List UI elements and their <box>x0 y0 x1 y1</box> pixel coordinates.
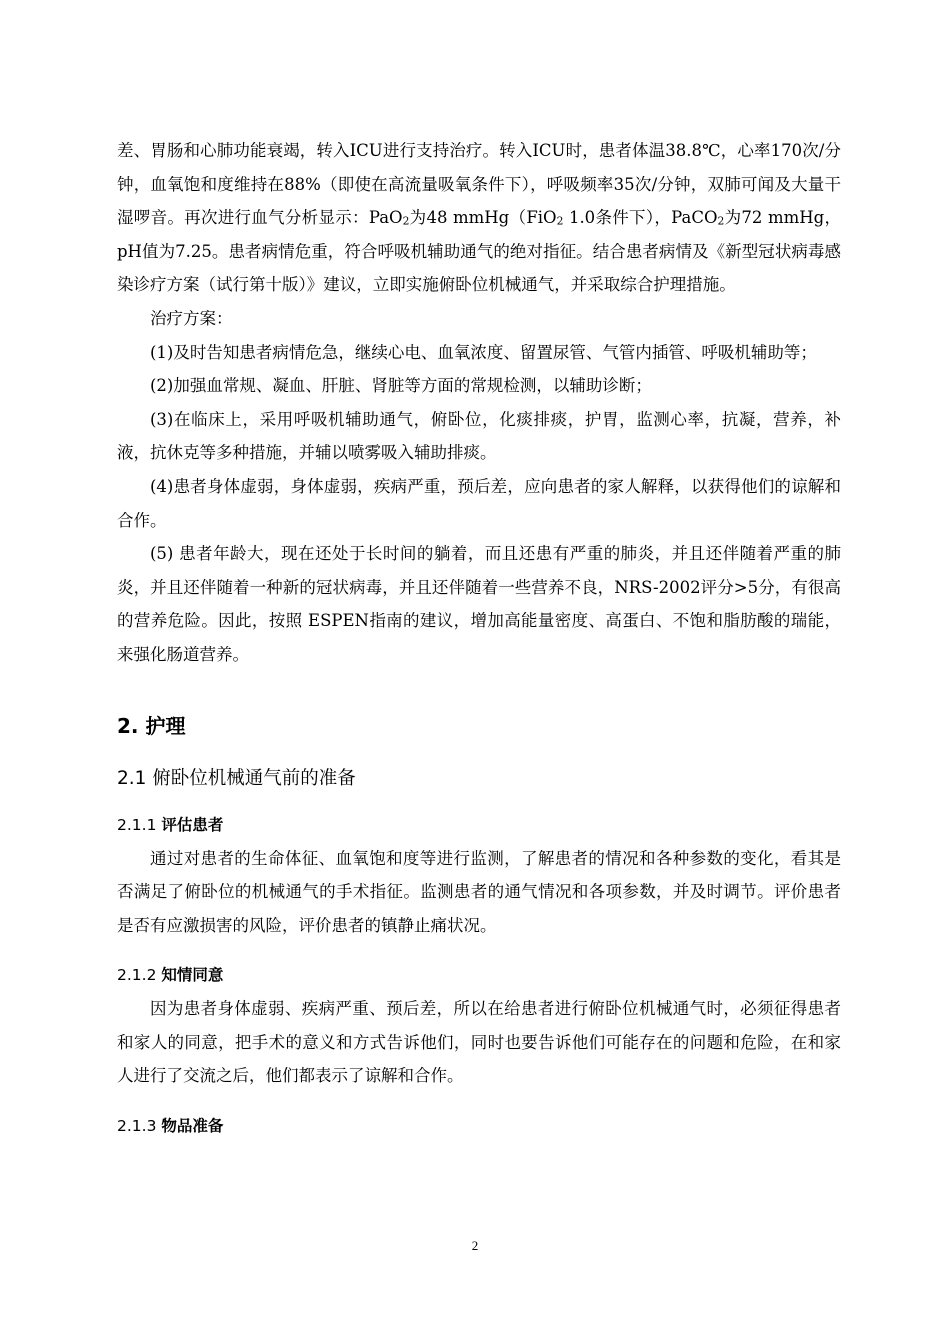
assess-patient-paragraph: 通过对患者的生命体征、血氧饱和度等进行监测，了解患者的情况和各种参数的变化，看其是否满足了俯卧位的机械通气的手术指征。监测患者的通气情况和各项参数，并及时调节。评价患者是否有应激损害的风险，评价患者的镇静止痛状况。 <box>117 848 841 935</box>
section-heading-nursing: 2. 护理 <box>117 713 186 738</box>
heading-number: 2.1.3 <box>117 1117 162 1136</box>
heading-title: 评估患者 <box>161 815 224 834</box>
subsubsection-heading-2-1-1 <box>117 814 841 836</box>
page-number: 2 <box>471 1238 479 1253</box>
subsubsection-heading-2-1-3 <box>117 1115 841 1137</box>
plan-item-2: (2)加强血常规、凝血、肝脏、肾脏等方面的常规检测，以辅助诊断； <box>150 376 652 396</box>
case-text-1: 差、胃肠和心肺功能衰竭，转入ICU进行支持治疗。转入ICU时，患者体温38.8℃，心率170次/分钟，血氧饱和度维持在88%（即使在高流量吸氧条件下），呼吸频率35次/分钟，双肺可闻及大量干湿啰音。再次进行血气分析显示：PaO <box>117 141 841 228</box>
plan-item-1: (1)及时告知患者病情危急，继续心电、血氧浓度、留置尿管、气管内插管、呼吸机辅助等； <box>150 342 817 362</box>
heading-number: 2.1.1 <box>117 815 162 834</box>
case-text-2: 为48 mmHg（FiO <box>409 208 557 228</box>
plan-item-3: (3)在临床上，采用呼吸机辅助通气，俯卧位，化痰排痰，护胃，监测心率，抗凝，营养，补液，抗休克等多种措施，并辅以喷雾吸入辅助排痰。 <box>117 409 841 463</box>
case-text-3: 1.0条件下），PaCO <box>563 208 718 228</box>
subsection-heading-2-1: 2.1 俯卧位机械通气前的准备 <box>117 767 356 789</box>
subscript: 2 <box>717 214 725 228</box>
treatment-plan-label: 治疗方案： <box>150 308 233 328</box>
subsubsection-heading-2-1-2 <box>117 964 841 986</box>
case-paragraph <box>117 134 841 302</box>
case-text-4: 为72 mmHg，pH值为7.25。患者病情危重，符合呼吸机辅助通气的绝对指征。结合患者病情及《新型冠状病毒感染诊疗方案（试行第十版）》建议，立即实施俯卧位机械通气，并采取综合护理措施。 <box>117 208 841 295</box>
plan-item-4: (4)患者身体虚弱，身体虚弱，疾病严重，预后差，应向患者的家人解释，以获得他们的谅解和合作。 <box>117 476 841 530</box>
informed-consent-paragraph: 因为患者身体虚弱、疾病严重、预后差，所以在给患者进行俯卧位机械通气时，必须征得患者和家人的同意，把手术的意义和方式告诉他们，同时也要告诉他们可能存在的问题和危险，在和家人进行了交流之后，他们都表示了谅解和合作。 <box>117 999 841 1086</box>
plan-item-5: (5) 患者年龄大，现在还处于长时间的躺着，而且还患有严重的肺炎，并且还伴随着严重的肺炎，并且还伴随着一种新的冠状病毒，并且还伴随着一些营养不良，NRS-2002评分>5分，有很高的营养危险。因此，按照 ESPEN指南的建议，增加高能量密度、高蛋白、不饱和脂肪酸的瑞能，来强化肠道营养。 <box>117 544 841 664</box>
heading-title: 知情同意 <box>161 966 224 985</box>
subscript: 2 <box>402 214 410 228</box>
heading-number: 2.1.2 <box>117 966 162 985</box>
page-content <box>117 134 841 1143</box>
subscript: 2 <box>556 214 564 228</box>
heading-title: 物品准备 <box>161 1117 224 1136</box>
